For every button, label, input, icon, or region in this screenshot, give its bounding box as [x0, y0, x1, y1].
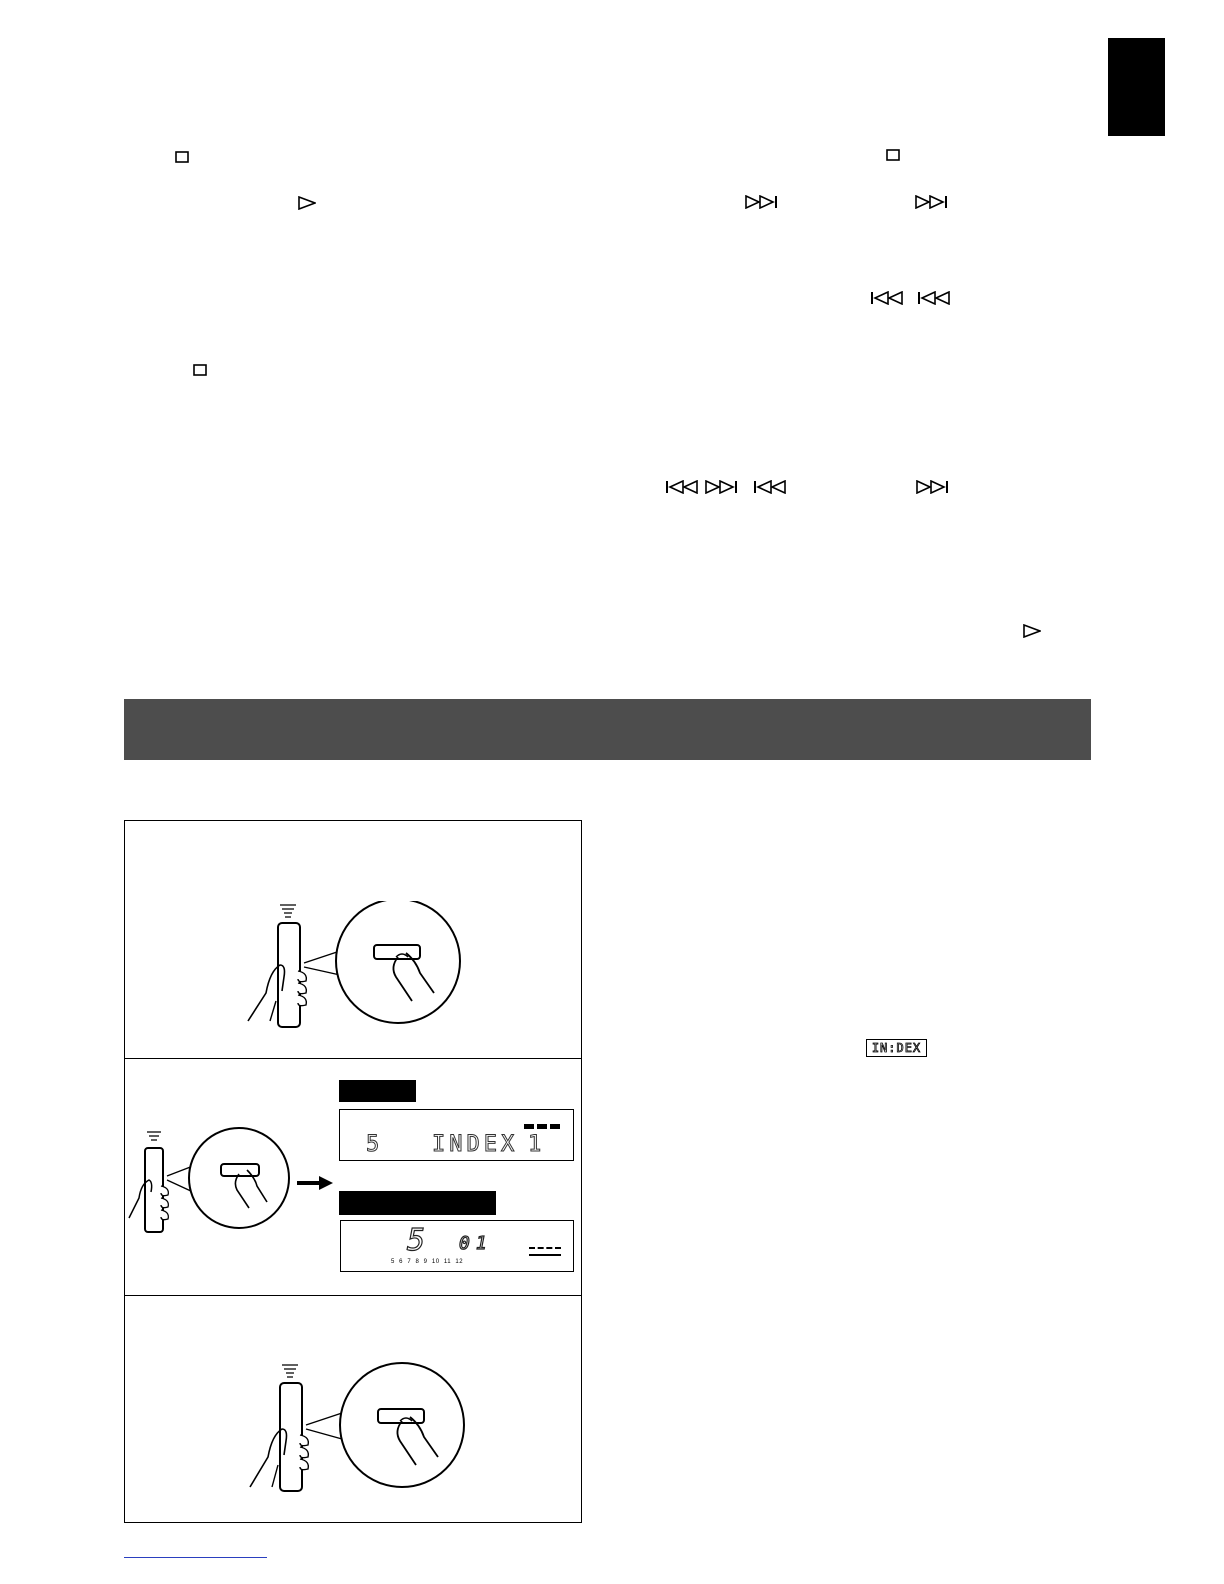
stop-icon [886, 149, 900, 161]
play-icon [298, 196, 316, 210]
lcd-track-numbers: 5 6 7 8 9 10 11 12 [391, 1259, 464, 1265]
level-indicator [529, 1247, 561, 1256]
lcd-track-number: 5 [366, 1132, 384, 1157]
lcd-segment-track: 5 [407, 1223, 426, 1258]
arrow-right-icon [297, 1175, 333, 1191]
instruction-panel [124, 820, 582, 1523]
lcd-display-index [339, 1109, 574, 1161]
lcd-display-segment [340, 1220, 574, 1272]
lcd-segment-index: 01 [459, 1233, 493, 1254]
skip-back-icon [869, 291, 903, 305]
remote-control-hand-icon [127, 1126, 337, 1261]
lcd-index-number: 1 [528, 1132, 546, 1157]
skip-forward-icon [705, 480, 739, 494]
lcd-index-label: INDEX [432, 1132, 519, 1157]
remote-control-hand-icon [240, 901, 470, 1031]
level-indicator [524, 1124, 560, 1129]
stop-icon [193, 364, 207, 376]
remote-control-hand-icon [242, 1361, 472, 1497]
index-badge: IN:DEX [866, 1039, 927, 1057]
skip-forward-icon [745, 195, 779, 209]
panel-divider [125, 1058, 581, 1059]
footer-link-underline[interactable] [124, 1557, 267, 1558]
skip-back-icon [664, 480, 698, 494]
display-label-bar [339, 1191, 496, 1215]
language-tab [1108, 38, 1165, 136]
skip-back-icon [752, 480, 786, 494]
section-header-bar [124, 699, 1091, 760]
display-label-bar [339, 1080, 416, 1102]
skip-forward-icon [915, 195, 949, 209]
skip-back-icon [916, 291, 950, 305]
play-icon [1023, 624, 1041, 638]
panel-divider [125, 1295, 581, 1296]
stop-icon [175, 151, 189, 163]
skip-forward-icon [916, 480, 950, 494]
